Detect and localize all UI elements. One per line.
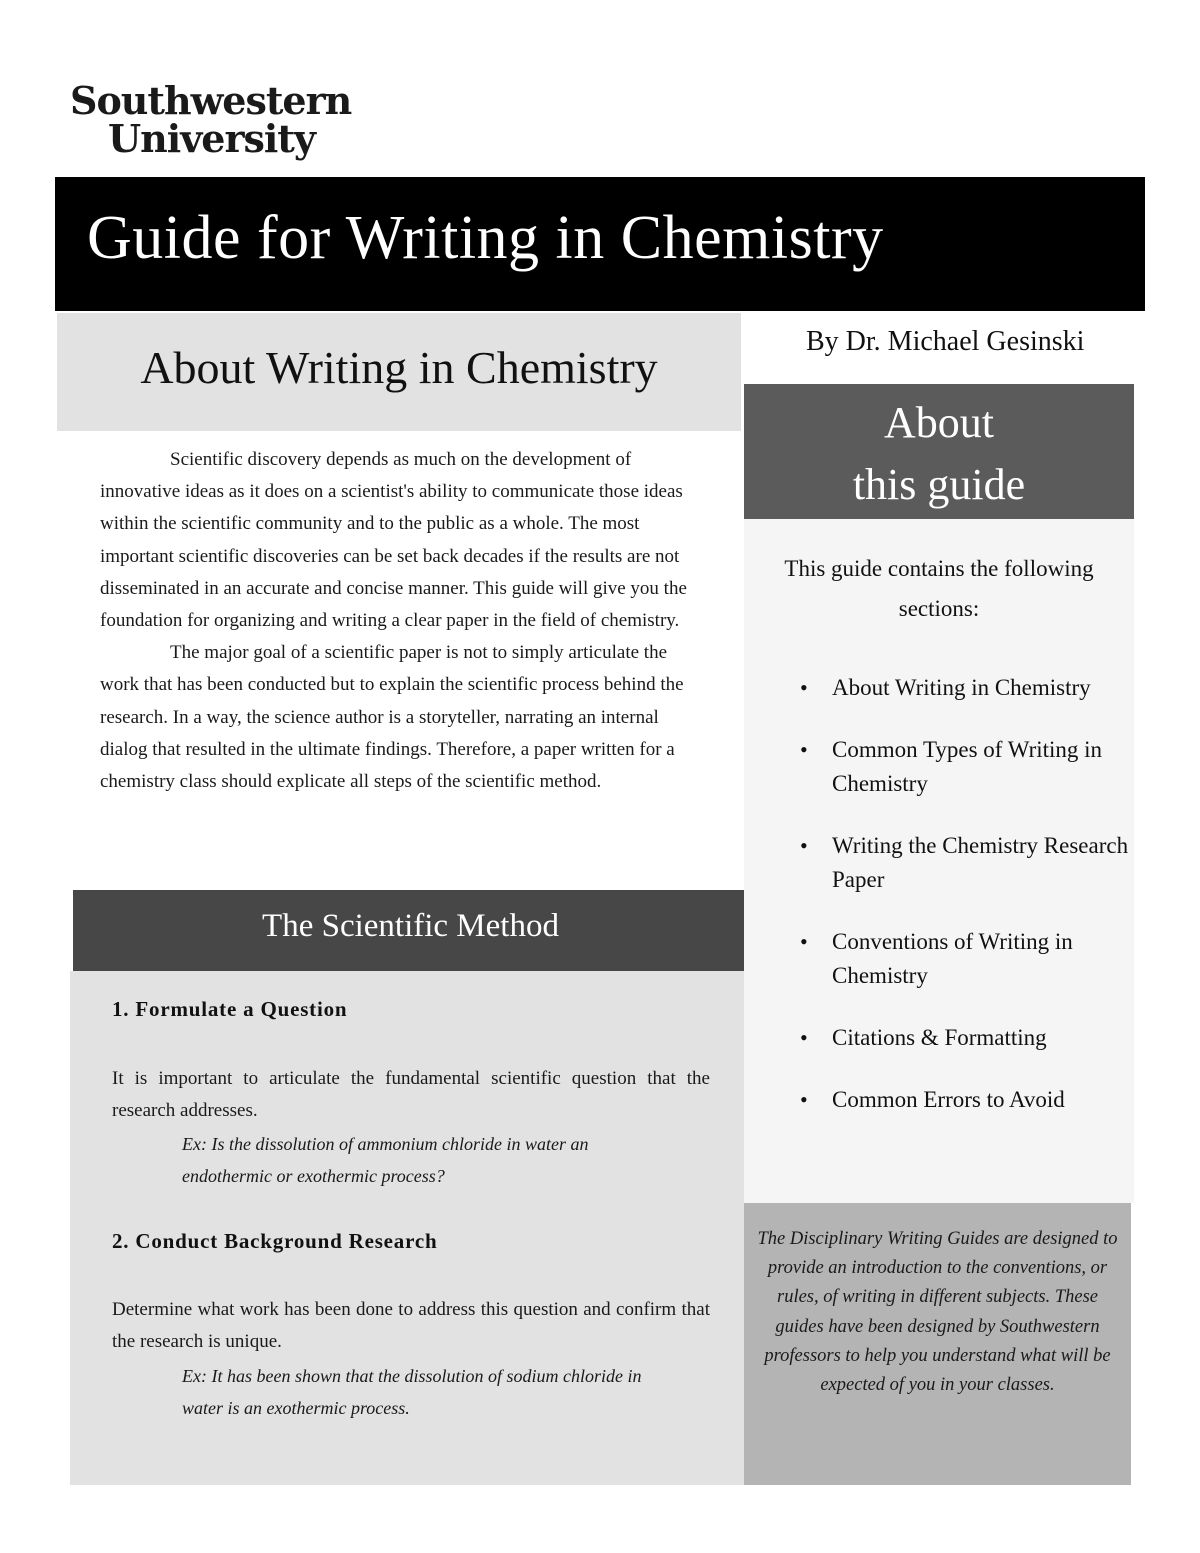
about-guide-heading-line-1: About <box>884 398 994 447</box>
bullet-icon: • <box>800 1087 808 1112</box>
about-guide-body <box>744 519 1134 1203</box>
about-guide-heading <box>744 392 1134 516</box>
about-writing-heading: About Writing in Chemistry <box>140 342 658 393</box>
author-byline: By Dr. Michael Gesinski <box>806 326 1085 357</box>
title-banner <box>55 177 1145 311</box>
section-list <box>800 671 1130 1145</box>
scientific-method-heading: The Scientific Method <box>262 908 559 944</box>
section-label: Common Types of Writing in Chemistry <box>832 737 1103 796</box>
section-list-item <box>800 733 1130 801</box>
section-label: Writing the Chemistry Research Paper <box>832 833 1129 892</box>
about-guide-header <box>744 384 1134 519</box>
step-2-title: 2. Conduct Background Research <box>112 1229 438 1253</box>
section-list-item <box>800 671 1130 705</box>
section-list-item <box>800 1083 1130 1117</box>
page-title: Guide for Writing in Chemistry <box>87 204 884 272</box>
bullet-icon: • <box>800 929 808 954</box>
scientific-method-body <box>70 971 744 1485</box>
about-paragraph-2: The major goal of a scientific paper is not to simply articulate the work that has been conducted but to explain the scientific process behind the research. In a way, the science author is a storyteller, narrating an internal dialog that resulted in the ultimate findings. Therefore, a paper written for a chemistry class should explicate all steps of the scientific method. <box>100 642 684 793</box>
about-guide-heading-line-2: this guide <box>852 460 1026 509</box>
section-label: Common Errors to Avoid <box>832 1087 1065 1112</box>
bullet-icon: • <box>800 1025 808 1050</box>
logo-line-2: University <box>108 116 315 161</box>
bullet-icon: • <box>800 737 808 762</box>
step-1-text: It is important to articulate the fundamental scientific question that the research addresses. <box>112 1068 710 1121</box>
section-label: About Writing in Chemistry <box>832 675 1091 700</box>
section-label: Conventions of Writing in Chemistry <box>832 929 1073 988</box>
bullet-icon: • <box>800 833 808 858</box>
step-2-example: Ex: It has been shown that the dissolution of sodium chloride in water is an exothermic process. <box>182 1366 642 1418</box>
section-label: Citations & Formatting <box>832 1025 1047 1050</box>
about-writing-body <box>100 444 710 798</box>
guide-intro: This guide contains the following sections: <box>784 556 1094 621</box>
section-list-item <box>800 1021 1130 1055</box>
university-logo <box>70 78 352 161</box>
disciplinary-guides-note <box>744 1203 1131 1485</box>
about-paragraph-1: Scientific discovery depends as much on the development of innovative ideas as it does on a scientist's ability to communicate those ideas within the scientific community and to the public as a whole. The most important scientific discoveries can be set back decades if the results are not disseminated in an accurate and concise manner. This guide will give you the foundation for organizing and writing a clear paper in the field of chemistry. <box>100 449 687 632</box>
section-list-item <box>800 829 1130 897</box>
scientific-method-header <box>73 890 748 971</box>
logo-line-1: Southwestern <box>70 78 352 123</box>
about-writing-header <box>57 313 741 431</box>
bullet-icon: • <box>800 675 808 700</box>
note-text: The Disciplinary Writing Guides are designed to provide an introduction to the conventions, or rules, of writing in different subjects. These guides have been designed by Southwestern professors to help you understand what will be expected of you in your classes. <box>757 1229 1118 1396</box>
step-1-example: Ex: Is the dissolution of ammonium chloride in water an endothermic or exothermic process? <box>182 1134 589 1186</box>
step-2-text: Determine what work has been done to address this question and confirm that the research is unique. <box>112 1299 710 1352</box>
step-1-title: 1. Formulate a Question <box>112 997 348 1021</box>
section-list-item <box>800 925 1130 993</box>
